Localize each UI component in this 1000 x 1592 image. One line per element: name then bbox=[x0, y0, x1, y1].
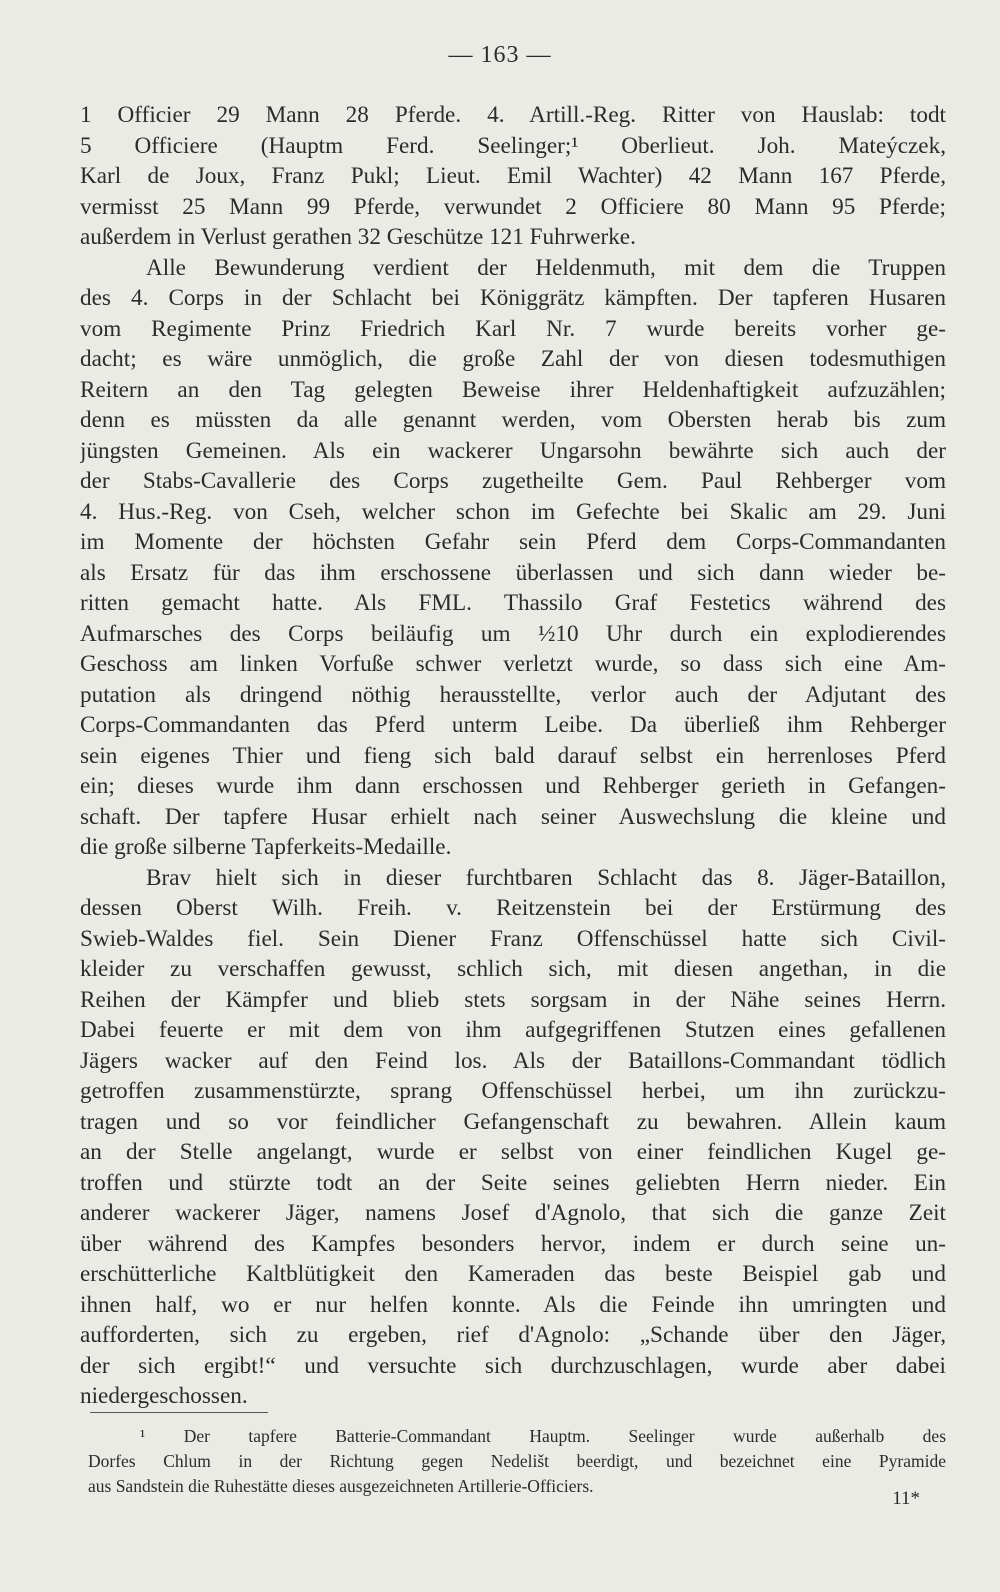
text-line: putation als dringend nöthig herausstellte, verlor auch der Adjutant des bbox=[80, 681, 946, 708]
text-line: jüngsten Gemeinen. Als ein wackerer Ungarsohn bewährte sich auch der bbox=[80, 437, 946, 464]
text-line: vermisst 25 Mann 99 Pferde, verwundet 2 Officiere 80 Mann 95 Pferde; bbox=[80, 193, 946, 220]
text-line: 5 Officiere (Hauptm Ferd. Seelinger;¹ Oberlieut. Joh. Mateýczek, bbox=[80, 132, 946, 159]
text-line: erschütterliche Kaltblütigkeit den Kameraden das beste Beispiel gab und bbox=[80, 1261, 946, 1287]
text-line: vom Regimente Prinz Friedrich Karl Nr. 7 wurde bereits vorher ge- bbox=[80, 315, 946, 342]
text-line: Aufmarsches des Corps beiläufig um ½10 Uhr durch ein explodierendes bbox=[80, 620, 946, 647]
page-number: — 163 — bbox=[448, 42, 552, 68]
text-line: Geschoss am linken Vorfuße schwer verletzt wurde, so dass sich eine Am- bbox=[80, 651, 946, 677]
text-line: ihnen half, wo er nur helfen konnte. Als die Feinde ihn umringten und bbox=[80, 1291, 946, 1318]
text-line: an der Stelle angelangt, wurde er selbst von einer feindlichen Kugel ge- bbox=[80, 1139, 946, 1165]
text-line: aufforderten, sich zu ergeben, rief d'Agnolo: „Schande über den Jäger, bbox=[80, 1322, 946, 1348]
text-line: Reihen der Kämpfer und blieb stets sorgsam in der Nähe seines Herrn. bbox=[80, 986, 946, 1013]
text-line: im Momente der höchsten Gefahr sein Pferd dem Corps-Commandanten bbox=[80, 529, 946, 555]
text-line: niedergeschossen. bbox=[80, 1383, 248, 1409]
footnote-line: aus Sandstein die Ruhestätte dieses ausgezeichneten Artillerie-Officiers. bbox=[88, 1476, 594, 1496]
footnote-line: Dorfes Chlum in der Richtung gegen Nedelišt beerdigt, und bezeichnet eine Pyramide bbox=[88, 1451, 946, 1471]
text-line: dacht; es wäre unmöglich, die große Zahl der von diesen todesmuthigen bbox=[80, 346, 946, 372]
text-line: getroffen zusammenstürzte, sprang Offenschüssel herbei, um ihn zurückzu- bbox=[80, 1078, 946, 1104]
text-line: anderer wackerer Jäger, namens Josef d'Agnolo, that sich die ganze Zeit bbox=[80, 1200, 946, 1226]
text-line: Alle Bewunderung verdient der Heldenmuth, mit dem die Truppen bbox=[146, 254, 946, 281]
text-line: sein eigenes Thier und fieng sich bald darauf selbst ein herrenloses Pferd bbox=[80, 742, 946, 769]
text-line: tragen und so vor feindlicher Gefangenschaft zu bewahren. Allein kaum bbox=[80, 1108, 946, 1135]
text-line: ritten gemacht hatte. Als FML. Thassilo Graf Festetics während des bbox=[80, 590, 946, 616]
text-line: denn es müssten da alle genannt werden, vom Obersten herab bis zum bbox=[80, 407, 946, 433]
text-line: 4. Hus.-Reg. von Cseh, welcher schon im Gefechte bei Skalic am 29. Juni bbox=[80, 498, 946, 525]
text-line: die große silberne Tapferkeits-Medaille. bbox=[80, 834, 452, 860]
text-line: dessen Oberst Wilh. Freih. v. Reitzenstein bei der Erstürmung des bbox=[80, 895, 946, 921]
text-line: außerdem in Verlust gerathen 32 Geschütze 121 Fuhrwerke. bbox=[80, 224, 636, 250]
text-line: der sich ergibt!“ und versuchte sich durchzuschlagen, wurde aber dabei bbox=[80, 1352, 946, 1379]
footnote-divider bbox=[90, 1412, 268, 1413]
text-line: Jägers wacker auf den Feind los. Als der Bataillons-Commandant tödlich bbox=[80, 1047, 946, 1074]
main-text bbox=[80, 100, 946, 1412]
footnote bbox=[88, 1424, 946, 1499]
text-line: Dabei feuerte er mit dem von ihm aufgegriffenen Stutzen eines gefallenen bbox=[80, 1017, 946, 1043]
footnote-line: ¹ Der tapfere Batterie-Commandant Hauptm. Seelinger wurde außerhalb des bbox=[140, 1426, 946, 1446]
text-line: über während des Kampfes besonders hervor, indem er durch seine un- bbox=[80, 1230, 946, 1257]
text-line: Karl de Joux, Franz Pukl; Lieut. Emil Wachter) 42 Mann 167 Pferde, bbox=[80, 163, 946, 189]
sheet-signature: 11* bbox=[892, 1488, 920, 1509]
text-line: des 4. Corps in der Schlacht bei Königgrätz kämpften. Der tapferen Husaren bbox=[80, 285, 946, 311]
text-line: als Ersatz für das ihm erschossene überlassen und sich dann wieder be- bbox=[80, 559, 946, 586]
text-line: der Stabs-Cavallerie des Corps zugetheilte Gem. Paul Rehberger vom bbox=[80, 468, 946, 494]
text-line: Swieb-Waldes fiel. Sein Diener Franz Offenschüssel hatte sich Civil- bbox=[80, 925, 946, 952]
text-line: 1 Officier 29 Mann 28 Pferde. 4. Artill.-Reg. Ritter von Hauslab: todt bbox=[80, 102, 946, 128]
text-line: troffen und stürzte todt an der Seite seines geliebten Herrn nieder. Ein bbox=[80, 1169, 946, 1196]
text-line: Corps-Commandanten das Pferd unterm Leibe. Da überließ ihm Rehberger bbox=[80, 712, 946, 738]
text-line: Reitern an den Tag gelegten Beweise ihrer Heldenhaftigkeit aufzuzählen; bbox=[80, 376, 946, 403]
text-line: kleider zu verschaffen gewusst, schlich sich, mit diesen angethan, in die bbox=[80, 956, 946, 982]
text-line: schaft. Der tapfere Husar erhielt nach seiner Auswechslung die kleine und bbox=[80, 803, 946, 830]
text-line: ein; dieses wurde ihm dann erschossen und Rehberger gerieth in Gefangen- bbox=[80, 773, 946, 799]
text-line: Brav hielt sich in dieser furchtbaren Schlacht das 8. Jäger-Bataillon, bbox=[146, 864, 946, 891]
